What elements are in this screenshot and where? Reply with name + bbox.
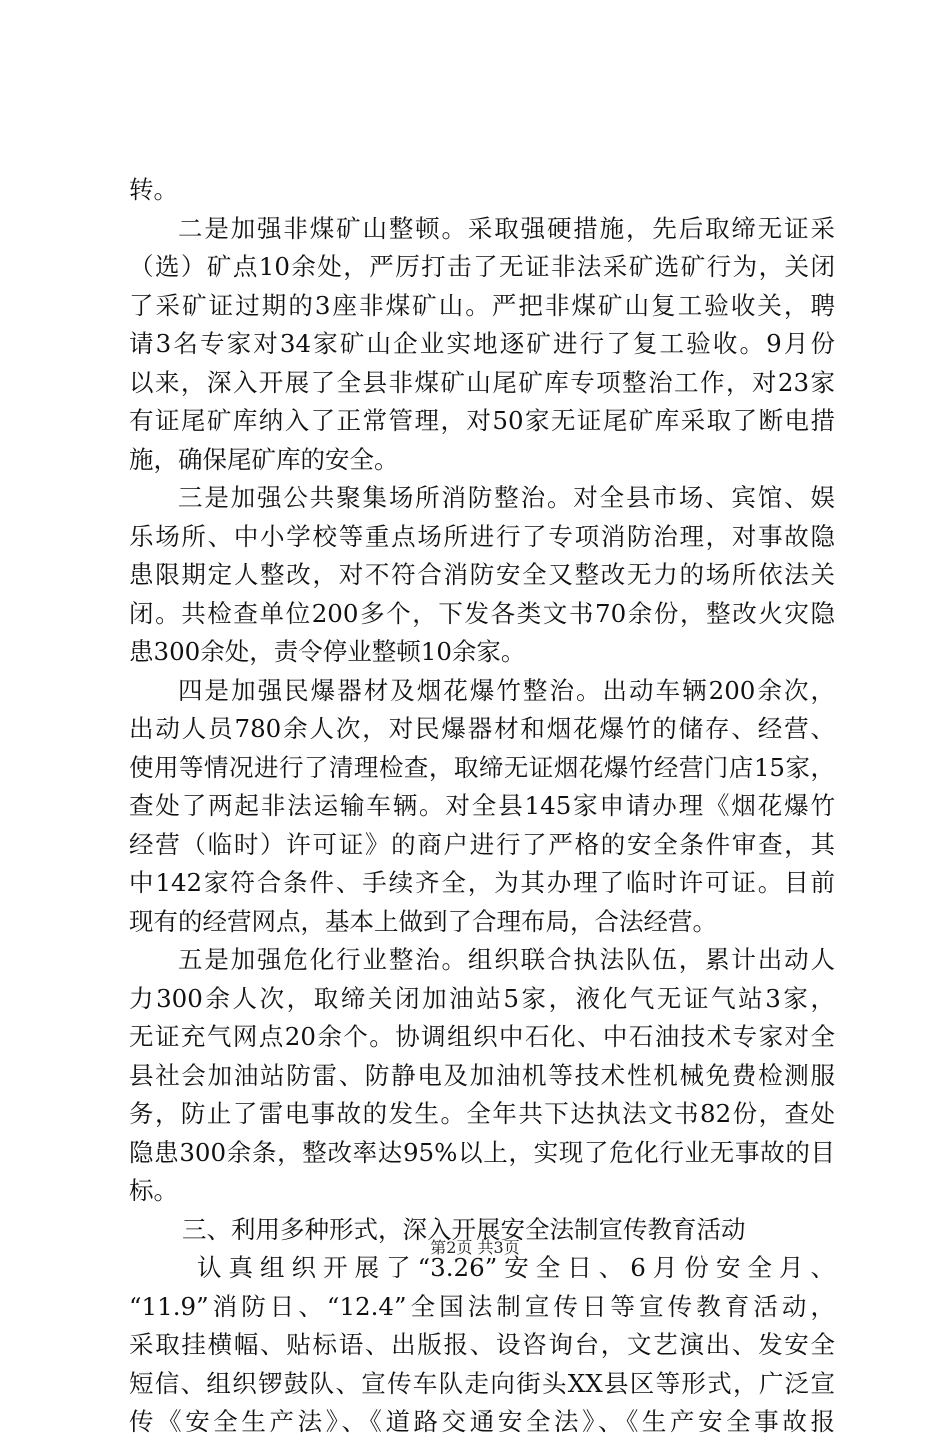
text-line: 患300余处，责令停业整顿10余家。 [129, 637, 526, 666]
text-line: 传《安全生产法》、《道路交通安全法》、《生产安全事故报 [129, 1407, 835, 1436]
text-line: 标。 [129, 1176, 178, 1205]
text-line: 施，确保尾矿库的安全。 [129, 444, 399, 474]
text-line: 县社会加油站防雷、防静电及加油机等技术性机械免费检测服 [129, 1060, 835, 1090]
text-line: 乐场所、中小学校等重点场所进行了专项消防治理，对事故隐 [129, 521, 835, 551]
text-line: （选）矿点10余处，严厉打击了无证非法采矿选矿行为，关闭 [129, 252, 835, 281]
text-line: 隐患300余条，整改率达95%以上，实现了危化行业无事故的目 [129, 1137, 835, 1167]
text-line: 经营（临时）许可证》的商户进行了严格的安全条件审查，其 [129, 829, 835, 859]
text-line: 转。 [129, 175, 178, 204]
text-line: 请3名专家对34家矿山企业实地逐矿进行了复工验收。9月份 [129, 329, 835, 358]
text-line: 务，防止了雷电事故的发生。全年共下达执法文书82份，查处 [129, 1099, 835, 1128]
section-heading: 三、利用多种形式，深入开展安全法制宣传教育活动 [182, 1214, 746, 1244]
text-line: 以来，深入开展了全县非煤矿山尾矿库专项整治工作，对23家 [129, 367, 835, 397]
text-line: 查处了两起非法运输车辆。对全县145家申请办理《烟花爆竹 [129, 791, 835, 820]
text-line: 五是加强危化行业整治。组织联合执法队伍，累计出动人 [178, 945, 835, 974]
text-line: 采取挂横幅、贴标语、出版报、设咨询台，文艺演出、发安全 [129, 1330, 835, 1359]
page-number: 第2页 共3页 [430, 1238, 520, 1257]
text-line: 短信、组织锣鼓队、宣传车队走向街头XX县区等形式，广泛宣 [129, 1368, 835, 1398]
text-line: 四是加强民爆器材及烟花爆竹整治。出动车辆200余次， [178, 675, 835, 705]
text-line: 无证充气网点20余个。协调组织中石化、中石油技术专家对全 [129, 1022, 835, 1051]
text-line: 二是加强非煤矿山整顿。采取强硬措施，先后取缔无证采 [178, 213, 835, 243]
text-line: 使用等情况进行了清理检查，取缔无证烟花爆竹经营门店15家， [129, 752, 835, 782]
text-line: 了采矿证过期的3座非煤矿山。严把非煤矿山复工验收关，聘 [129, 290, 835, 320]
text-line: 中142家符合条件、手续齐全，为其办理了临时许可证。目前 [129, 868, 835, 897]
text-line: 力300余人次，取缔关闭加油站5家，液化气无证气站3家， [129, 983, 835, 1013]
text-line: 认真组织开展了“3.26”安全日、6月份安全月、 [197, 1253, 835, 1282]
text-line: 闭。共检查单位200多个，下发各类文书70余份，整改火灾隐 [129, 598, 835, 628]
text-line: “11.9”消防日、“12.4”全国法制宣传日等宣传教育活动， [129, 1291, 835, 1321]
text-line: 三是加强公共聚集场所消防整治。对全县市场、宾馆、娱 [178, 483, 835, 512]
text-line: 现有的经营网点，基本上做到了合理布局，合法经营。 [129, 906, 717, 936]
text-line: 患限期定人整改，对不符合消防安全又整改无力的场所依法关 [129, 560, 835, 589]
text-line: 有证尾矿库纳入了正常管理，对50家无证尾矿库采取了断电措 [129, 406, 835, 435]
text-line: 出动人员780余人次，对民爆器材和烟花爆竹的储存、经营、 [129, 714, 835, 743]
